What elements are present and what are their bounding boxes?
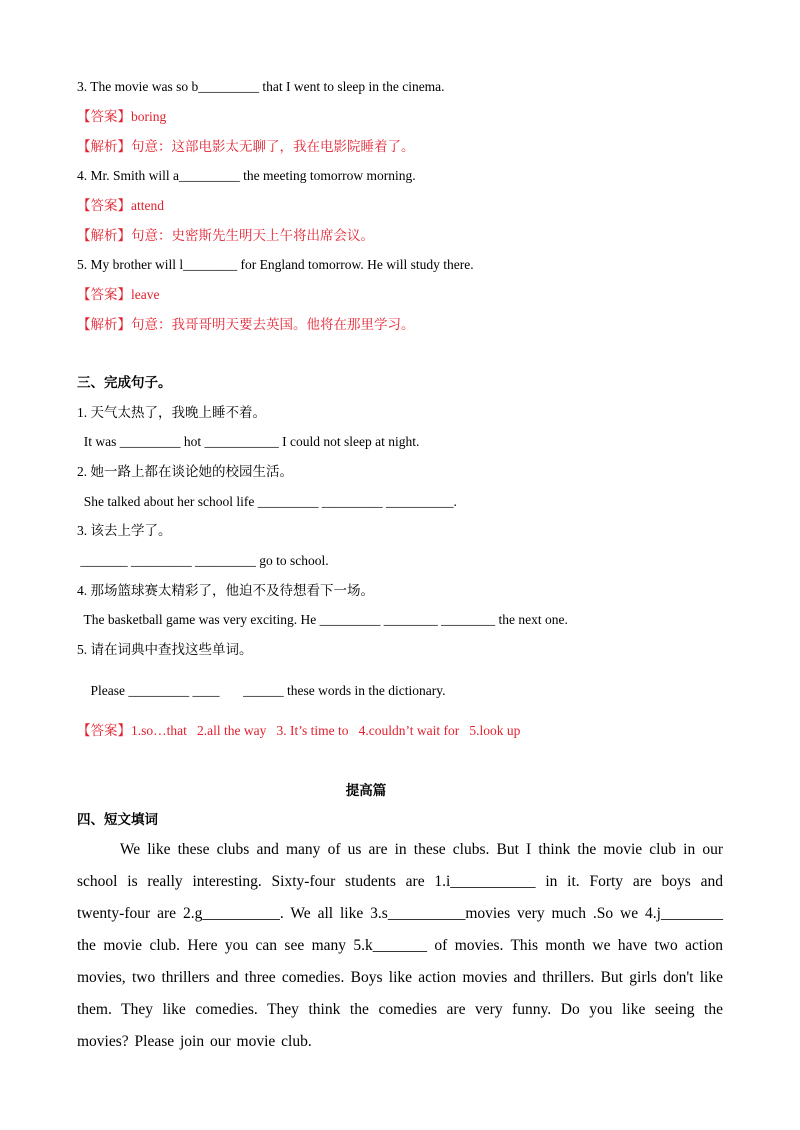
- sentence-3-chinese: 3. 该去上学了。: [77, 523, 172, 538]
- advanced-title: 提高篇: [345, 783, 387, 798]
- answer-5: 【答案】leave: [77, 287, 160, 302]
- section-3-answer: 【答案】1.so…that 2.all the way 3. It’s time to 4.couldn’t wait for 5.look up: [77, 723, 521, 738]
- answer-4: 【答案】attend: [77, 198, 164, 213]
- sentence-5-english: Please _________ ____ ______ these words in the dictionary.: [77, 683, 446, 698]
- question-3: 3. The movie was so b_________ that I went to sleep in the cinema.: [77, 79, 445, 94]
- explanation-4: 【解析】句意：史密斯先生明天上午将出席会议。: [77, 228, 374, 243]
- question-4: 4. Mr. Smith will a_________ the meeting tomorrow morning.: [77, 168, 416, 183]
- section-3-heading: 三、完成句子。: [77, 375, 172, 390]
- sentence-2-english: She talked about her school life _________ _________ __________.: [77, 494, 457, 509]
- answer-3: 【答案】boring: [77, 109, 167, 124]
- sentence-5-chinese: 5. 请在词典中查找这些单词。: [77, 642, 253, 657]
- section-4-heading: 四、短文填词: [77, 812, 158, 827]
- sentence-3-english: _______ _________ _________ go to school.: [77, 553, 329, 568]
- explanation-3: 【解析】句意：这部电影太无聊了，我在电影院睡着了。: [77, 139, 415, 154]
- sentence-2-chinese: 2. 她一路上都在谈论她的校园生活。: [77, 464, 293, 479]
- sentence-1-english: It was _________ hot ___________ I could not sleep at night.: [77, 434, 420, 449]
- question-5: 5. My brother will l________ for England tomorrow. He will study there.: [77, 257, 474, 272]
- sentence-4-chinese: 4. 那场篮球赛太精彩了，他迫不及待想看下一场。: [77, 583, 374, 598]
- sentence-4-english: The basketball game was very exciting. He _________ ________ ________ the next one.: [77, 612, 568, 627]
- passage: We like these clubs and many of us are in these clubs. But I think the movie club in our school is really interesting. Sixty-four students are 1.i___________ in it. Forty are boys and twenty-four are 2.g__________. We all like 3.s__________movies very much .So we 4.j________ the movie club. Here you can see many 5.k_______ of movies. This month we have two action movies, two thrillers and three comedies. Boys like action movies and thrillers. But girls don't like them. They like comedies. They think the comedies are very funny. Do you like seeing the movies? Please join our movie club.: [77, 841, 723, 1050]
- explanation-5: 【解析】句意：我哥哥明天要去英国。他将在那里学习。: [77, 317, 415, 332]
- sentence-1-chinese: 1. 天气太热了，我晚上睡不着。: [77, 405, 266, 420]
